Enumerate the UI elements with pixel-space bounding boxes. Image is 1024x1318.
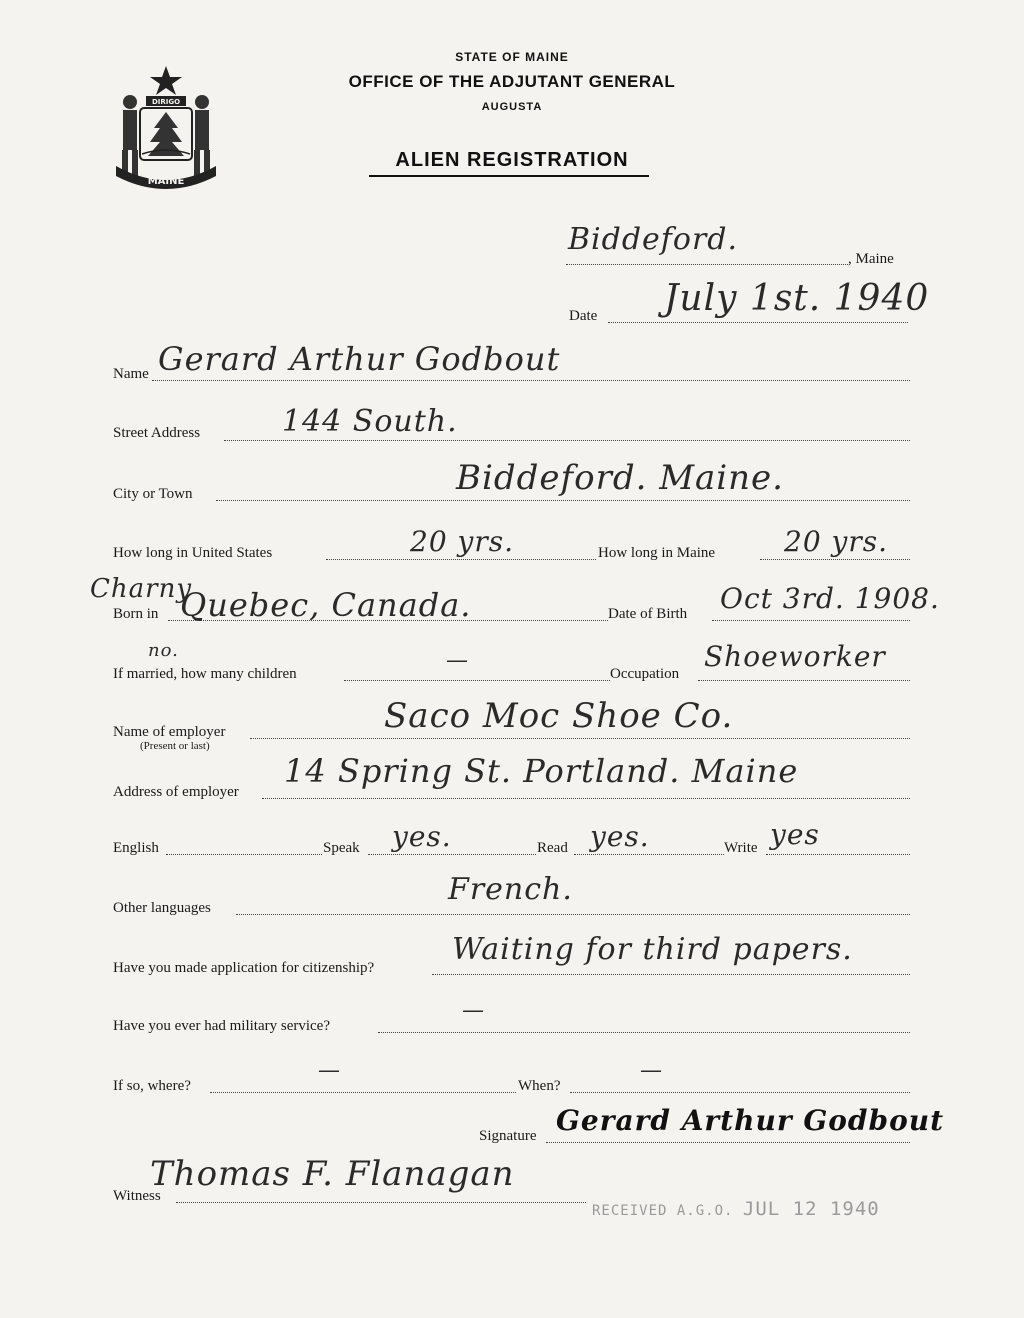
citizenship-line	[432, 974, 910, 975]
witness-value: Thomas F. Flanagan	[150, 1154, 515, 1194]
how-long-us-line	[326, 559, 596, 560]
witness-label: Witness	[113, 1188, 161, 1204]
occupation-line	[698, 680, 910, 681]
speak-line	[368, 854, 536, 855]
military-label: Have you ever had military service?	[113, 1018, 330, 1034]
write-line	[766, 854, 910, 855]
speak-value: yes.	[392, 820, 452, 853]
married-value: no.	[148, 640, 179, 661]
employer-address-label: Address of employer	[113, 784, 239, 800]
date-of-birth-label: Date of Birth	[608, 606, 688, 622]
other-languages-line	[236, 914, 910, 915]
military-value: —	[462, 998, 485, 1023]
town-line	[566, 264, 848, 265]
date-label: Date	[569, 308, 598, 324]
seal-motto: DIRIGO	[151, 98, 181, 106]
employer-note: (Present or last)	[140, 740, 210, 752]
how-long-maine-value: 20 yrs.	[784, 525, 889, 558]
citizenship-label: Have you made application for citizenship?	[113, 960, 375, 976]
how-long-maine-line	[760, 559, 910, 560]
received-stamp-date: JUL 12 1940	[742, 1198, 880, 1220]
date-of-birth-value: Oct 3rd. 1908.	[720, 582, 940, 615]
read-label: Read	[537, 840, 568, 856]
form-title: ALIEN REGISTRATION	[395, 149, 629, 171]
when-line	[570, 1092, 910, 1093]
street-line	[224, 440, 910, 441]
how-long-us-label: How long in United States	[113, 545, 273, 561]
date-line	[608, 322, 908, 323]
children-label: If married, how many children	[113, 666, 297, 682]
occupation-label: Occupation	[610, 666, 680, 682]
born-in-value: Quebec, Canada.	[180, 586, 472, 624]
street-label: Street Address	[113, 425, 201, 441]
read-line	[574, 854, 724, 855]
signature-value: Gerard Arthur Godbout	[556, 1104, 945, 1137]
occupation-value: Shoeworker	[704, 640, 886, 673]
when-value: —	[640, 1058, 663, 1083]
name-label: Name	[113, 366, 149, 382]
speak-label: Speak	[323, 840, 360, 856]
witness-line	[176, 1202, 586, 1203]
how-long-maine-label: How long in Maine	[598, 545, 716, 561]
maine-label: , Maine	[848, 251, 894, 267]
write-value: yes	[770, 818, 820, 851]
how-long-us-value: 20 yrs.	[410, 525, 515, 558]
name-line	[152, 380, 910, 381]
military-line	[378, 1032, 910, 1033]
employer-name-value: Saco Moc Shoe Co.	[384, 696, 734, 736]
where-value: —	[318, 1058, 341, 1083]
write-label: Write	[724, 840, 758, 856]
born-in-label: Born in	[113, 606, 159, 622]
signature-line	[546, 1142, 910, 1143]
received-stamp	[592, 1198, 880, 1220]
town-value: Biddeford.	[568, 222, 739, 257]
date-value: July 1st. 1940	[664, 278, 930, 319]
signature-label: Signature	[479, 1128, 537, 1144]
where-line	[210, 1092, 516, 1093]
children-line	[344, 680, 610, 681]
employer-name-label: Name of employer	[113, 724, 226, 740]
city-label: City or Town	[113, 486, 193, 502]
street-value: 144 South.	[282, 404, 458, 439]
read-value: yes.	[590, 820, 650, 853]
citizenship-value: Waiting for third papers.	[452, 932, 853, 967]
born-parish-value: Charny	[90, 574, 193, 604]
seal-banner: MAINE	[147, 176, 185, 187]
received-stamp-text: RECEIVED A.G.O.	[592, 1203, 734, 1219]
city-line	[216, 500, 910, 501]
other-languages-label: Other languages	[113, 900, 211, 916]
other-languages-value: French.	[448, 872, 573, 907]
employer-name-line	[250, 738, 910, 739]
when-label: When?	[518, 1078, 561, 1094]
office-heading: OFFICE OF THE ADJUTANT GENERAL	[348, 72, 676, 91]
title-underline	[369, 175, 649, 177]
state-heading: STATE OF MAINE	[455, 50, 569, 64]
employer-address-value: 14 Spring St. Portland. Maine	[284, 752, 799, 790]
employer-address-line	[262, 798, 910, 799]
date-of-birth-line	[712, 620, 910, 621]
english-label: English	[113, 840, 159, 856]
city-heading: AUGUSTA	[481, 101, 543, 113]
english-line	[166, 854, 322, 855]
name-value: Gerard Arthur Godbout	[158, 340, 561, 378]
city-value: Biddeford. Maine.	[456, 458, 784, 498]
children-value: —	[446, 648, 469, 673]
where-label: If so, where?	[113, 1078, 191, 1094]
